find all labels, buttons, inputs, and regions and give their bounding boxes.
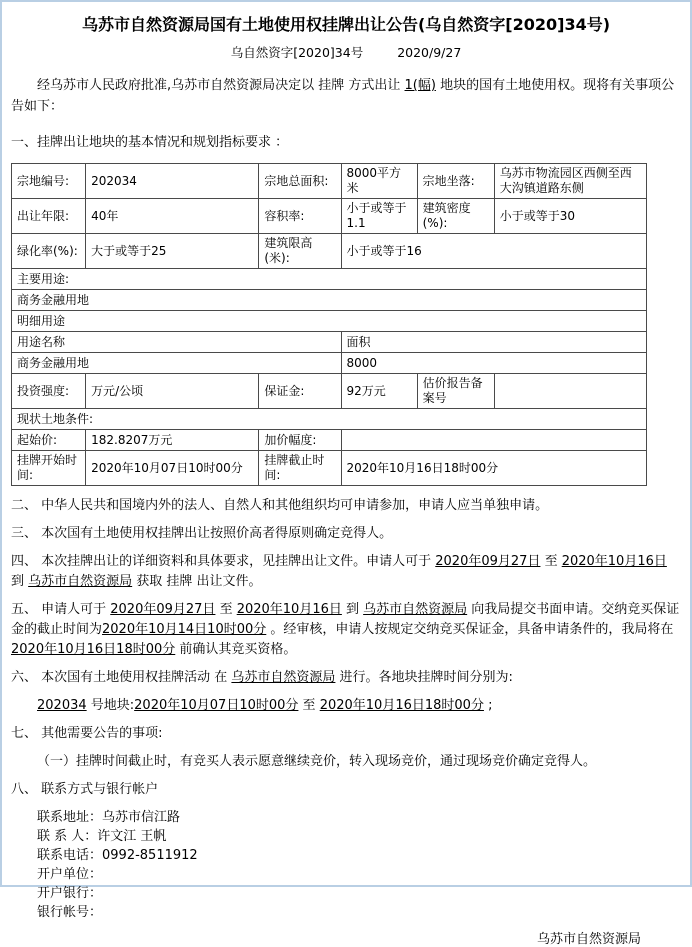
- announcement-sections: [11, 496, 681, 922]
- section-6-parcel-schedule: 202034 号地块:2020年10月07日10时00分 至 2020年10月16日18时00分 ;: [37, 698, 493, 713]
- table-cell: 小于或等于1.1: [341, 199, 417, 234]
- page-title: 乌苏市自然资源局国有土地使用权挂牌出让公告(乌自然资字[2020]34号): [81, 15, 611, 34]
- table-row: [12, 234, 647, 269]
- underlined-value: 2020年10月16日: [561, 554, 667, 569]
- parcel-count-link[interactable]: 1(幅): [404, 78, 436, 93]
- section-7: 七、 其他需要公告的事项:: [11, 726, 163, 741]
- section-5: 五、 申请人可于 2020年09月27日 至 2020年10月16日 到 乌苏市自然资源局 向我局提交书面申请。交纳竞买保证金的截止时间为2020年10月14日10时00分 。经审核，申请人按规定交纳竞买保证金，具备申请条件的，我局将在 2020年10月16日18时00分 前确认其竞买资格。: [11, 602, 680, 657]
- table-cell: 8000: [341, 353, 647, 374]
- section-1-heading: 一、挂牌出让地块的基本情况和规划指标要求 ：: [11, 135, 289, 150]
- section-7-item-1: （一）挂牌时间截止时，有竞买人表示愿意继续竞价，转入现场竞价，通过现场竞价确定竞得人。: [37, 754, 597, 769]
- section-4: 四、 本次挂牌出让的详细资料和具体要求，见挂牌出让文件。申请人可于 2020年09月27日 至 2020年10月16日 到 乌苏市自然资源局 获取 挂牌 出让文件。: [11, 554, 667, 589]
- intro-paragraph: 经乌苏市人民政府批准,乌苏市自然资源局决定以 挂牌 方式出让 1(幅) 地块的国有土地使用权。现将有关事项公告如下：: [11, 78, 675, 114]
- table-cell: 绿化率(%):: [12, 234, 86, 269]
- table-cell: [494, 374, 646, 409]
- document-number: 乌自然资字[2020]34号: [230, 45, 364, 60]
- table-row: [12, 430, 647, 451]
- section-6: 六、 本次国有土地使用权挂牌活动 在 乌苏市自然资源局 进行。各地块挂牌时间分别为:: [11, 670, 513, 685]
- table-cell: 保证金:: [259, 374, 341, 409]
- table-cell: 宗地坐落:: [417, 164, 494, 199]
- table-cell: 92万元: [341, 374, 417, 409]
- table-cell: 8000平方米: [341, 164, 417, 199]
- table-body: [12, 164, 647, 486]
- underlined-value: 乌苏市自然资源局: [28, 574, 133, 589]
- table-cell: 202034: [86, 164, 259, 199]
- table-cell: [341, 430, 647, 451]
- table-cell: 宗地编号:: [12, 164, 86, 199]
- table-row: [12, 290, 647, 311]
- underlined-value: 2020年10月16日18时00分: [319, 698, 484, 713]
- table-cell: 40年: [86, 199, 259, 234]
- underlined-value: 乌苏市自然资源局: [363, 602, 468, 617]
- table-row: [12, 451, 647, 486]
- table-row: [12, 269, 647, 290]
- underlined-value: 2020年09月27日: [435, 554, 541, 569]
- table-row: [12, 353, 647, 374]
- table-cell: 容积率:: [259, 199, 341, 234]
- table-cell: 现状土地条件:: [12, 409, 647, 430]
- table-cell: 建筑限高(米):: [259, 234, 341, 269]
- table-cell: 起始价:: [12, 430, 86, 451]
- table-cell: 小于或等于16: [341, 234, 647, 269]
- table-cell: 2020年10月07日10时00分: [86, 451, 259, 486]
- footer-signature: 乌苏市自然资源局: [536, 932, 641, 947]
- table-cell: 主要用途:: [12, 269, 647, 290]
- table-cell: 估价报告备案号: [417, 374, 494, 409]
- table-cell: 出让年限:: [12, 199, 86, 234]
- account-unit: 开户单位：: [37, 867, 103, 882]
- table-cell: 明细用途: [12, 311, 647, 332]
- table-cell: 小于或等于30: [494, 199, 646, 234]
- table-row: [12, 199, 647, 234]
- table-row: [12, 374, 647, 409]
- underlined-value: 乌苏市自然资源局: [231, 670, 336, 685]
- table-cell: 2020年10月16日18时00分: [341, 451, 647, 486]
- announcement-page: [2, 2, 690, 947]
- table-cell: 投资强度:: [12, 374, 86, 409]
- table-cell: 加价幅度:: [259, 430, 341, 451]
- table-cell: 用途名称: [12, 332, 342, 353]
- underlined-value: 2020年10月07日10时00分: [134, 698, 299, 713]
- table-cell: 挂牌截止时间:: [259, 451, 341, 486]
- table-row: [12, 332, 647, 353]
- underlined-value: 202034: [37, 698, 87, 713]
- contact-address: 联系地址：乌苏市信江路: [37, 810, 181, 825]
- underlined-value: 2020年10月16日: [236, 602, 342, 617]
- publish-date: 2020/9/27: [397, 45, 462, 60]
- table-row: [12, 409, 647, 430]
- table-cell: 大于或等于25: [86, 234, 259, 269]
- land-parcel-table: [11, 163, 647, 486]
- table-cell: 万元/公顷: [86, 374, 259, 409]
- account-bank: 开户银行：: [37, 886, 103, 901]
- table-cell: 面积: [341, 332, 647, 353]
- table-cell: 182.8207万元: [86, 430, 259, 451]
- underlined-value: 2020年10月14日10时00分: [102, 622, 267, 637]
- table-cell: 宗地总面积:: [259, 164, 341, 199]
- section-8: 八、 联系方式与银行帐户: [11, 782, 159, 797]
- table-row: [12, 311, 647, 332]
- section-3: 三、 本次国有土地使用权挂牌出让按照价高者得原则确定竞得人。: [11, 526, 393, 541]
- table-row: [12, 164, 647, 199]
- underlined-value: 2020年10月16日18时00分: [11, 642, 176, 657]
- subtitle-line: [11, 43, 681, 61]
- table-cell: 乌苏市物流园区西侧至西大沟镇道路东侧: [494, 164, 646, 199]
- table-cell: 商务金融用地: [12, 353, 342, 374]
- contact-person: 联 系 人：许文江 王帆: [37, 829, 167, 844]
- account-number: 银行帐号：: [37, 905, 103, 920]
- underlined-value: 2020年09月27日: [110, 602, 216, 617]
- contact-phone: 联系电话：0992-8511912: [37, 848, 198, 863]
- table-cell: 建筑密度(%):: [417, 199, 494, 234]
- table-cell: 挂牌开始时间:: [12, 451, 86, 486]
- section-2: 二、 中华人民共和国境内外的法人、自然人和其他组织均可申请参加，申请人应当单独申请。: [11, 498, 549, 513]
- table-cell: 商务金融用地: [12, 290, 647, 311]
